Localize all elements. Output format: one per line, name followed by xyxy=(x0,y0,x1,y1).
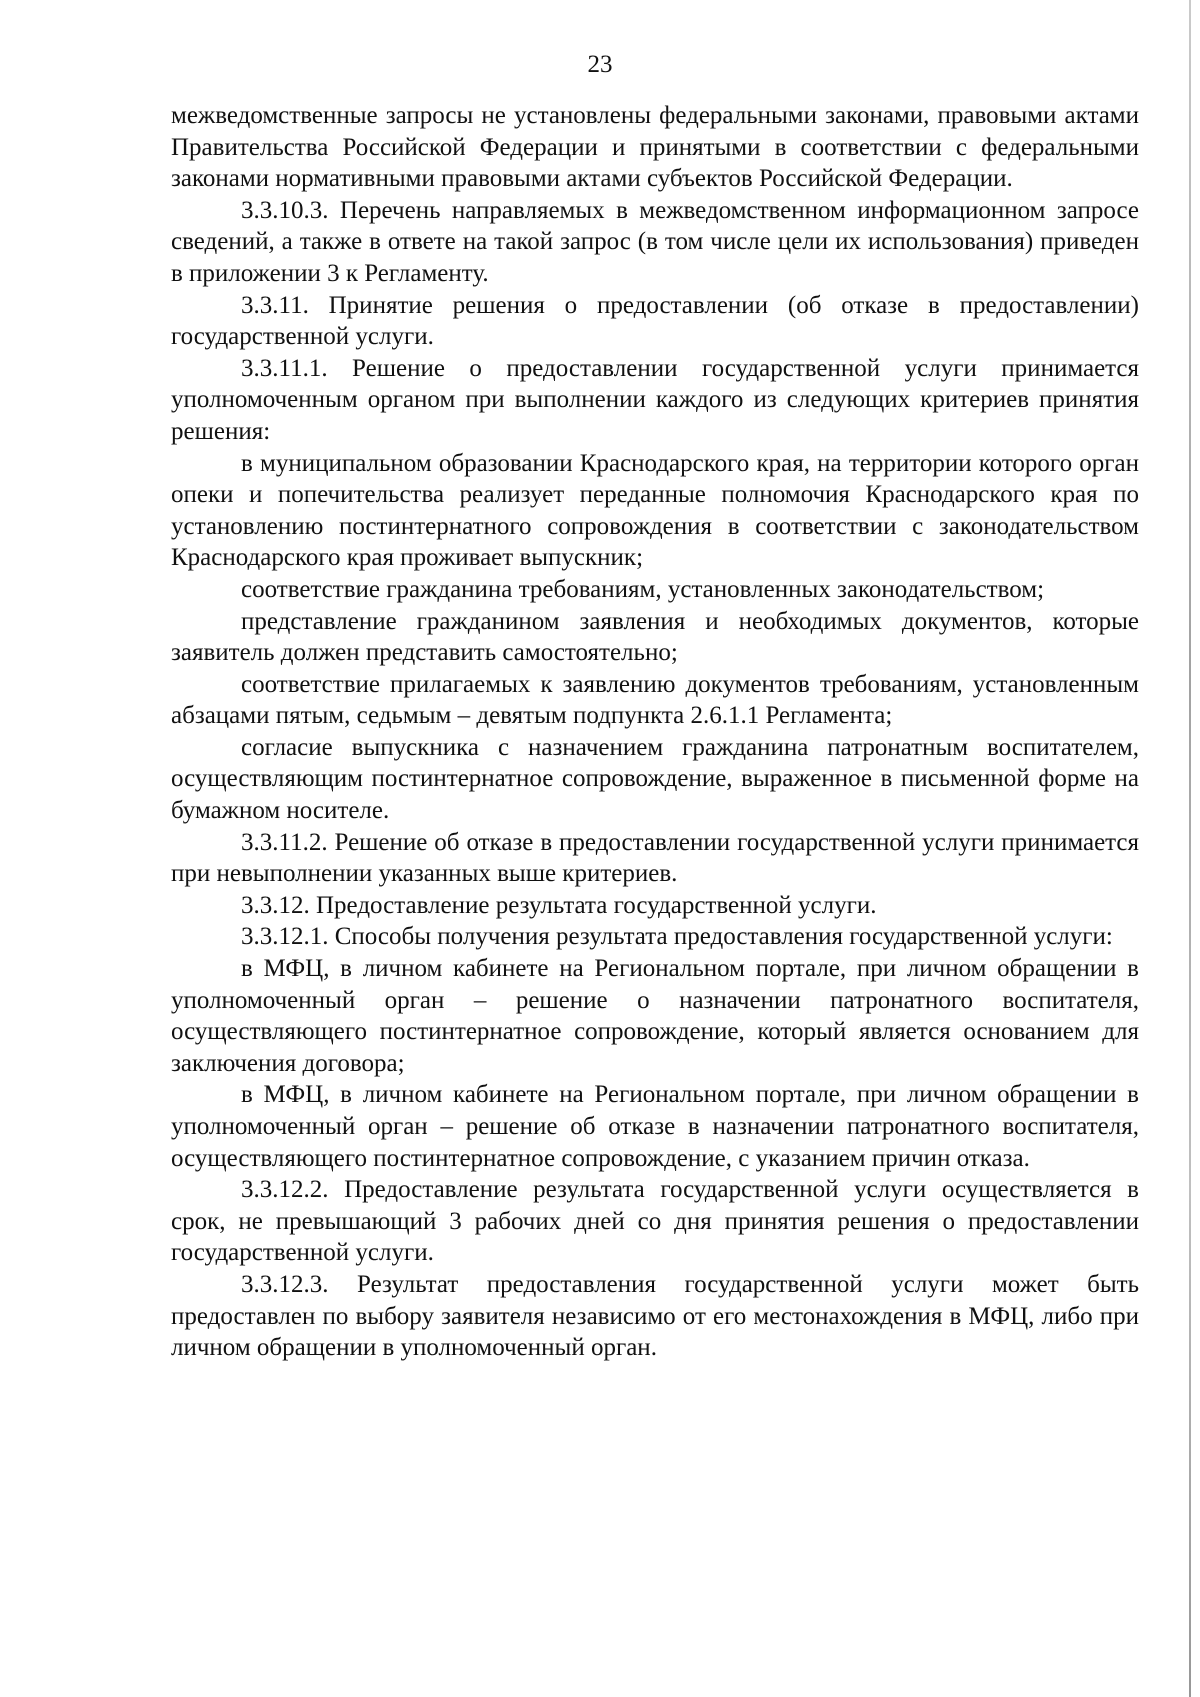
paragraph: 3.3.12.1. Способы получения результата предоставления государственной услуги: xyxy=(241,923,1113,951)
paragraph: 3.3.12.2. Предоставление результата государственной услуги осуществляется в срок, не превышающий 3 рабочих дней со дня принятия решения о предоставлении государственной услуги. xyxy=(171,1176,1139,1267)
paragraph: соответствие гражданина требованиям, установленных законодательством; xyxy=(241,575,1045,603)
paragraph: в муниципальном образовании Краснодарского края, на территории которого орган опеки и попечительства реализует переданные полномочия Краснодарского края по установлению постинтернатного сопровождения в соответствии с законодательством Краснодарского края проживает выпускник; xyxy=(171,449,1139,572)
paragraph: 3.3.11.2. Решение об отказе в предоставлении государственной услуги принимается при невыполнении указанных выше критериев. xyxy=(171,828,1139,888)
paragraph: 3.3.10.3. Перечень направляемых в межведомственном информационном запросе сведений, а также в ответе на такой запрос (в том числе цели их использования) приведен в приложении 3 к Регламенту. xyxy=(171,196,1139,287)
paragraph: межведомственные запросы не установлены федеральными законами, правовыми актами Правительства Российской Федерации и принятыми в соответствии с федеральными законами нормативными правовыми актами субъектов Российской Федерации. xyxy=(171,102,1139,193)
page-number: 23 xyxy=(587,51,613,78)
paragraph: 3.3.11.1. Решение о предоставлении государственной услуги принимается уполномоченным органом при выполнении каждого из следующих критериев принятия решения: xyxy=(171,354,1139,445)
document-body xyxy=(171,100,1139,1364)
scan-edge-line xyxy=(1189,0,1191,1697)
paragraph: согласие выпускника с назначением гражданина патронатным воспитателем, осуществляющим постинтернатное сопровождение, выраженное в письменной форме на бумажном носителе. xyxy=(171,733,1139,825)
paragraph: в МФЦ, в личном кабинете на Региональном портале, при личном обращении в уполномоченный орган – решение об отказе в назначении патронатного воспитателя, осуществляющего постинтернатное сопровождение, с указанием причин отказа. xyxy=(171,1081,1139,1172)
paragraph: 3.3.12. Предоставление результата государственной услуги. xyxy=(241,891,877,919)
paragraph: 3.3.12.3. Результат предоставления государственной услуги может быть предоставлен по выбору заявителя независимо от его местонахождения в МФЦ, либо при личном обращении в уполномоченный орган. xyxy=(171,1270,1139,1362)
paragraph: представление гражданином заявления и необходимых документов, которые заявитель должен представить самостоятельно; xyxy=(171,607,1139,667)
paragraph: соответствие прилагаемых к заявлению документов требованиям, установленным абзацами пятым, седьмым – девятым подпункта 2.6.1.1 Регламента; xyxy=(171,670,1139,730)
paragraph: в МФЦ, в личном кабинете на Региональном портале, при личном обращении в уполномоченный орган – решение о назначении патронатного воспитателя, осуществляющего постинтернатное сопровождение, который является основанием для заключения договора; xyxy=(171,955,1139,1077)
paragraph: 3.3.11. Принятие решения о предоставлении (об отказе в предоставлении) государственной услуги. xyxy=(171,291,1139,351)
